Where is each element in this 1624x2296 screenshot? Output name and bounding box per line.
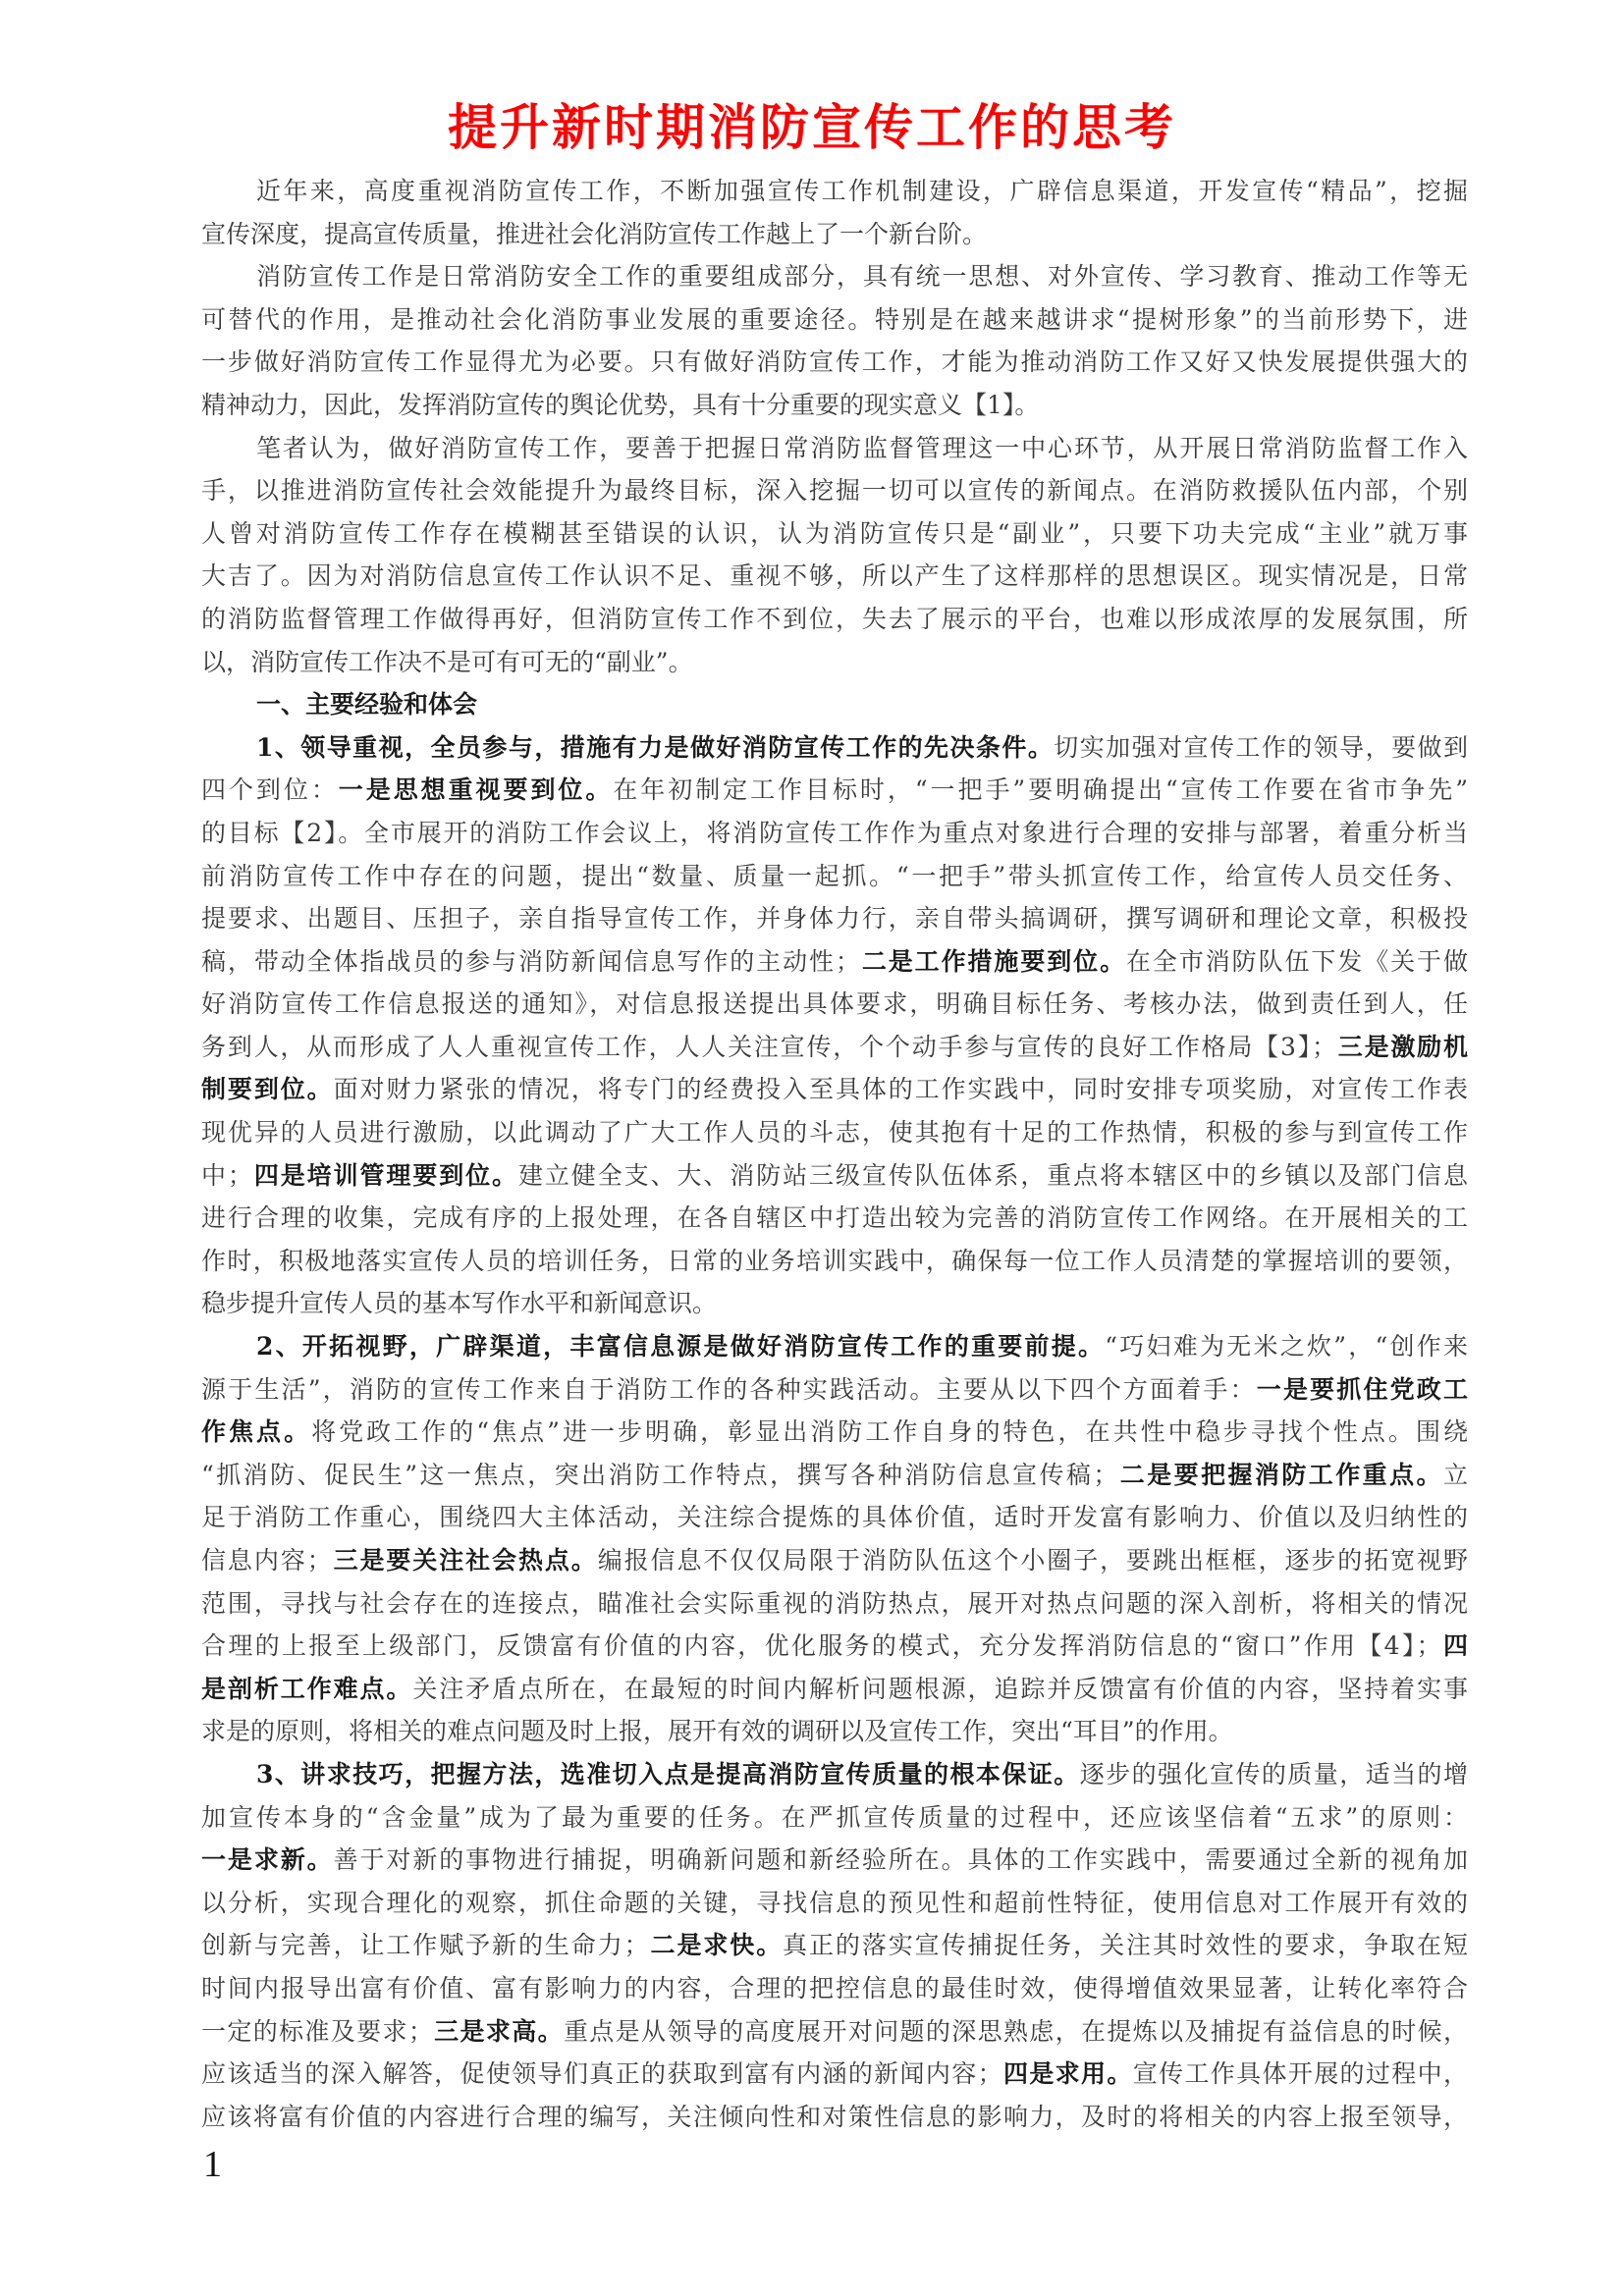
text-run: 务到人，从而形成了人人重视宣传工作，人人关注宣传，个个动手参与宣传的良好工作格局【3】； bbox=[201, 1032, 1336, 1061]
text-line bbox=[201, 769, 1468, 812]
text-run: 以，消防宣传工作决不是可有可无的“副业”。 bbox=[201, 647, 693, 676]
paragraph bbox=[201, 1325, 1468, 1753]
bold-text: 制要到位。 bbox=[201, 1075, 334, 1104]
bold-text: 二是求快。 bbox=[648, 1931, 784, 1960]
text-line bbox=[201, 1368, 1468, 1412]
bold-text: 二是工作措施要到位。 bbox=[859, 946, 1126, 976]
paragraph bbox=[201, 726, 1468, 1325]
text-line bbox=[201, 341, 1468, 384]
text-run: 时间内报导出富有价值、富有影响力的内容，合理的把控信息的最佳时效，使得增值效果显著，让转化率符合 bbox=[201, 1973, 1468, 2002]
text-run: 中； bbox=[201, 1160, 252, 1190]
bold-text: 三是求高。 bbox=[432, 2016, 564, 2046]
text-line bbox=[201, 983, 1468, 1026]
bold-text: 四 bbox=[1440, 1631, 1468, 1661]
text-run: 求是的原则，将相关的难点问题及时上报，展开有效的调研以及宣传工作，突出“耳目”的作用。 bbox=[201, 1717, 1233, 1746]
text-line bbox=[201, 1796, 1468, 1840]
bold-text: 二是要把握消防工作重点。 bbox=[1117, 1460, 1443, 1489]
text-run: 建立健全支、大、消防站三级宣传队伍体系，重点将本辖区中的乡镇以及部门信息 bbox=[517, 1160, 1468, 1190]
text-run: 精神动力，因此，发挥消防宣传的舆论优势，具有十分重要的现实意义【1】。 bbox=[201, 390, 1040, 419]
paragraph bbox=[201, 683, 1468, 726]
bold-text: 一是求新。 bbox=[201, 1845, 334, 1875]
text-run: 宣传工作具体开展的过程中， bbox=[1132, 2059, 1468, 2089]
text-run: 立 bbox=[1442, 1460, 1468, 1489]
text-line bbox=[256, 726, 1468, 770]
text-line bbox=[201, 384, 1468, 427]
text-run: 切实加强对宣传工作的领导，要做到 bbox=[1054, 732, 1468, 762]
text-run: 合理的上报至上级部门，反馈富有价值的内容，优化服务的模式，充分发挥消防信息的“窗口”作用【4】； bbox=[201, 1631, 1441, 1661]
text-run: 的目标【2】。全市展开的消防工作会议上，将消防宣传工作作为重点对象进行合理的安排与部署，着重分析当 bbox=[201, 818, 1468, 847]
text-line bbox=[201, 1111, 1468, 1154]
page-number: 1 bbox=[203, 2144, 222, 2185]
text-run: 在年初制定工作目标时，“一把手”要明确提出“宣传工作要在省市争先” bbox=[613, 775, 1468, 805]
text-line bbox=[201, 1625, 1468, 1668]
bold-text: 四是求用。 bbox=[1001, 2059, 1133, 2089]
text-run: 可替代的作用，是推动社会化消防事业发展的重要途径。特别是在越来越讲求“提树形象”的当前形势下，进 bbox=[201, 304, 1468, 334]
text-run: 加宣传本身的“含金量”成为了最为重要的任务。在严抓宣传质量的过程中，还应该坚信着“五求”的原则： bbox=[201, 1802, 1468, 1832]
text-line bbox=[201, 1411, 1468, 1454]
text-run: 大吉了。因为对消防信息宣传工作认识不足、重视不够，所以产生了这样那样的思想误区。现实情况是，日常 bbox=[201, 561, 1468, 591]
text-run: 笔者认为，做好消防宣传工作，要善于把握日常消防监督管理这一中心环节，从开展日常消防监督工作入 bbox=[256, 433, 1468, 462]
bold-text: 1、领导重视，全员参与，措施有力是做好消防宣传工作的先决条件。 bbox=[256, 732, 1055, 762]
text-run: “巧妇难为无米之炊”，“创作来 bbox=[1105, 1332, 1469, 1362]
text-line bbox=[201, 1496, 1468, 1539]
text-line bbox=[201, 555, 1468, 598]
bold-text: 三是要关注社会热点。 bbox=[331, 1546, 598, 1575]
text-run: 现优异的人员进行激励，以此调动了广大工作人员的斗志，使其抱有十足的工作热情，积极的参与到宣传工作 bbox=[201, 1118, 1468, 1148]
text-run: 提要求、出题目、压担子，亲自指导宣传工作，并身体力行，亲自带头搞调研，撰写调研和理论文章，积极投 bbox=[201, 904, 1468, 934]
text-run: 消防宣传工作是日常消防安全工作的重要组成部分，具有统一思想、对外宣传、学习教育、推动工作等无 bbox=[256, 262, 1468, 292]
text-line bbox=[201, 1026, 1468, 1069]
paragraph bbox=[201, 427, 1468, 684]
bold-text: 3、讲求技巧，把握方法，选准切入点是提高消防宣传质量的根本保证。 bbox=[256, 1759, 1080, 1789]
text-run: 在全市消防队伍下发《关于做 bbox=[1126, 946, 1468, 976]
text-run: 宣传深度，提高宣传质量，推进社会化消防宣传工作越上了一个新台阶。 bbox=[201, 219, 988, 248]
text-run: 前消防宣传工作中存在的问题，提出“数量、质量一起抓。“一把手”带头抓宣传工作，给宣传人员交任务、 bbox=[201, 861, 1468, 890]
bold-text: 作焦点。 bbox=[201, 1417, 312, 1447]
bold-text: 一、主要经验和体会 bbox=[256, 690, 478, 720]
text-line bbox=[201, 1967, 1468, 2010]
text-run: 编报信息不仅仅局限于消防队伍这个小圈子，要跳出框框，逐步的拓宽视野 bbox=[597, 1546, 1468, 1575]
text-run: 作时，积极地落实宣传人员的培训任务，日常的业务培训实践中，确保每一位工作人员清楚的掌握培训的要领， bbox=[201, 1246, 1468, 1275]
text-run: 善于对新的事物进行捕捉，明确新问题和新经验所在。具体的工作实践中，需要通过全新的视角加 bbox=[333, 1845, 1468, 1875]
text-line bbox=[201, 1197, 1468, 1240]
text-line bbox=[256, 170, 1468, 213]
text-line bbox=[201, 897, 1468, 940]
text-line bbox=[201, 298, 1468, 342]
paragraph bbox=[201, 170, 1468, 255]
text-run: 面对财力紧张的情况，将专门的经费投入至具体的工作实践中，同时安排专项奖励，对宣传工作表 bbox=[333, 1075, 1468, 1104]
paragraph bbox=[201, 255, 1468, 426]
bold-text: 是剖析工作难点。 bbox=[201, 1674, 413, 1703]
bold-text: 三是激励机 bbox=[1335, 1032, 1468, 1061]
text-run: 应该适当的深入解答，促使领导们真正的获取到富有内涵的新闻内容； bbox=[201, 2059, 1002, 2089]
text-run: 范围，寻找与社会存在的连接点，瞄准社会实际重视的消防热点，展开对热点问题的深入剖析，将相关的情况 bbox=[201, 1588, 1468, 1618]
text-run: 关注矛盾点所在，在最短的时间内解析问题根源，追踪并反馈富有价值的内容，坚持着实事 bbox=[412, 1674, 1468, 1703]
text-run: 源于生活”，消防的宣传工作来自于消防工作的各种实践活动。主要从以下四个方面着手： bbox=[201, 1374, 1257, 1404]
text-line bbox=[256, 1325, 1468, 1368]
text-line bbox=[256, 683, 1468, 726]
document-body bbox=[201, 170, 1468, 2138]
text-run: “抓消防、促民生”这一焦点，突出消防工作特点，撰写各种消防信息宣传稿； bbox=[201, 1460, 1118, 1489]
text-line bbox=[201, 812, 1468, 855]
text-run: 以分析，实现合理化的观察，抓住命题的关键，寻找信息的预见性和超前性特征，使用信息对工作展开有效的 bbox=[201, 1888, 1468, 1917]
text-run: 近年来，高度重视消防宣传工作，不断加强宣传工作机制建设，广辟信息渠道，开发宣传“精品”，挖掘 bbox=[256, 177, 1468, 205]
text-run: 好消防宣传工作信息报送的通知》，对信息报送提出具体要求，明确目标任务、考核办法，做到责任到人，任 bbox=[201, 989, 1468, 1019]
text-line bbox=[201, 1068, 1468, 1111]
text-run: 创新与完善，让工作赋予新的生命力； bbox=[201, 1931, 649, 1960]
text-line bbox=[201, 469, 1468, 512]
text-run: 四个到位： bbox=[201, 775, 339, 805]
text-run: 真正的落实宣传捕捉任务，关注其时效性的要求，争取在短 bbox=[783, 1931, 1468, 1960]
text-line bbox=[201, 598, 1468, 641]
text-run: 一定的标准及要求； bbox=[201, 2016, 433, 2046]
text-line bbox=[201, 1454, 1468, 1497]
text-line bbox=[201, 2053, 1468, 2096]
text-line bbox=[201, 1539, 1468, 1582]
text-run: 信息内容； bbox=[201, 1546, 332, 1575]
text-line bbox=[201, 1882, 1468, 1925]
document-title: 提升新时期消防宣传工作的思考 bbox=[448, 99, 1176, 156]
text-run: 人曾对消防宣传工作存在模糊甚至错误的认识，认为消防宣传只是“副业”，只要下功夫完成“主业”就万事 bbox=[201, 518, 1468, 548]
text-run: 将党政工作的“焦点”进一步明确，彰显出消防工作自身的特色，在共性中稳步寻找个性点。围绕 bbox=[311, 1417, 1468, 1447]
text-line bbox=[201, 1924, 1468, 1967]
text-run: 手，以推进消防宣传社会效能提升为最终目标，深入挖掘一切可以宣传的新闻点。在消防救援队伍内部，个别 bbox=[201, 476, 1468, 506]
text-run: 应该将富有价值的内容进行合理的编写，关注倾向性和对策性信息的影响力，及时的将相关的内容上报至领导， bbox=[201, 2102, 1468, 2131]
text-line bbox=[256, 255, 1468, 298]
text-line bbox=[201, 641, 1468, 684]
text-line bbox=[201, 1839, 1468, 1882]
text-line bbox=[201, 1710, 1468, 1753]
text-line bbox=[201, 940, 1468, 984]
text-run: 一步做好消防宣传工作显得尤为必要。只有做好消防宣传工作，才能为推动消防工作又好又快发展提供强大的 bbox=[201, 347, 1468, 377]
text-line bbox=[201, 1282, 1468, 1325]
bold-text: 一是思想重视要到位。 bbox=[338, 775, 614, 805]
text-line bbox=[201, 855, 1468, 898]
bold-text: 2、开拓视野，广辟渠道，丰富信息源是做好消防宣传工作的重要前提。 bbox=[256, 1332, 1106, 1362]
text-run: 逐步的强化宣传的质量，适当的增 bbox=[1079, 1759, 1468, 1789]
text-run: 重点是从领导的高度展开对问题的深思熟虑，在提炼以及捕捉有益信息的时候， bbox=[563, 2016, 1468, 2046]
paragraph bbox=[201, 1753, 1468, 2138]
text-line bbox=[201, 1240, 1468, 1283]
text-line bbox=[256, 427, 1468, 470]
text-run: 稿，带动全体指战员的参与消防新闻信息写作的主动性； bbox=[201, 946, 860, 976]
bold-text: 一是要抓住党政工 bbox=[1256, 1374, 1468, 1404]
text-run: 进行合理的收集，完成有序的上报处理，在各自辖区中打造出较为完善的消防宣传工作网络。在开展相关的工 bbox=[201, 1203, 1468, 1233]
text-run: 稳步提升宣传人员的基本写作水平和新闻意识。 bbox=[201, 1289, 718, 1318]
text-run: 足于消防工作重心，围绕四大主体活动，关注综合提炼的具体价值，适时开发富有影响力、价值以及归纳性的 bbox=[201, 1503, 1468, 1532]
text-line bbox=[201, 2096, 1468, 2139]
text-line bbox=[201, 2010, 1468, 2054]
text-line bbox=[201, 1154, 1468, 1198]
text-line bbox=[256, 1753, 1468, 1796]
text-line bbox=[201, 512, 1468, 556]
text-line bbox=[201, 1582, 1468, 1626]
text-run: 的消防监督管理工作做得再好，但消防宣传工作不到位，失去了展示的平台，也难以形成浓厚的发展氛围，所 bbox=[201, 604, 1468, 633]
bold-text: 四是培训管理要到位。 bbox=[251, 1160, 518, 1190]
text-line bbox=[201, 213, 1468, 256]
text-line bbox=[201, 1668, 1468, 1711]
